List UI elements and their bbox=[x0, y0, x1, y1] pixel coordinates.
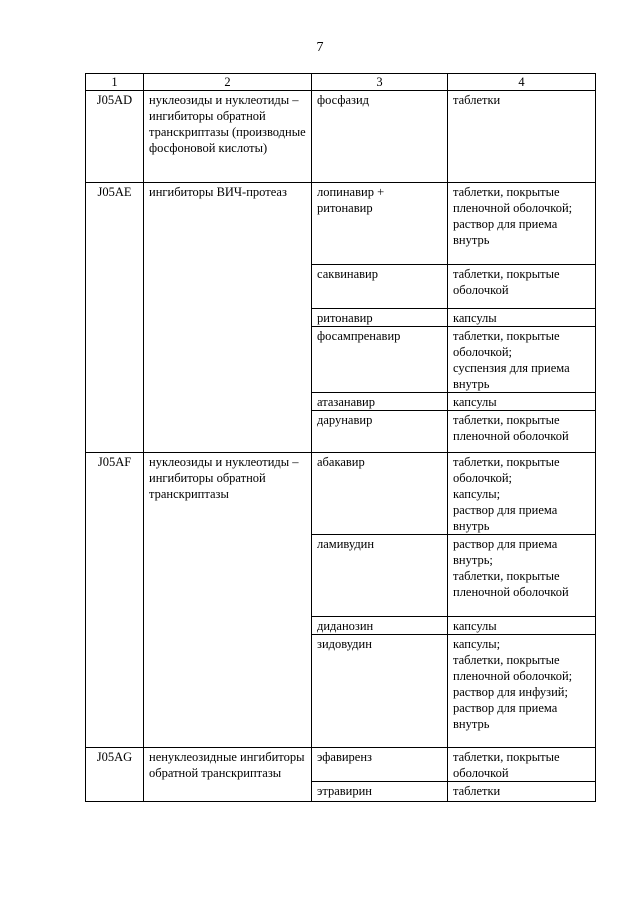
drug-table bbox=[85, 73, 596, 802]
drug-name-cell: абакавир bbox=[312, 453, 448, 535]
dosage-form: таблетки bbox=[453, 784, 501, 798]
drug-name-cell: лопинавир + ритонавир bbox=[312, 183, 448, 265]
dosage-forms-cell bbox=[448, 91, 596, 183]
header-row bbox=[86, 74, 596, 91]
column-header-4: 4 bbox=[448, 74, 596, 91]
drug-name-cell: атазанавир bbox=[312, 393, 448, 411]
dosage-form: капсулы bbox=[453, 619, 497, 633]
dosage-form: таблетки, покрытые пленочной оболочкой; bbox=[453, 653, 573, 683]
dosage-forms-cell bbox=[448, 635, 596, 748]
drug-name-cell: зидовудин bbox=[312, 635, 448, 748]
dosage-forms-cell bbox=[448, 327, 596, 393]
dosage-form: раствор для приема внутрь; bbox=[453, 537, 558, 567]
drug-group-cell: ингибиторы ВИЧ-протеаз bbox=[144, 183, 312, 453]
atc-code-cell: J05AG bbox=[86, 748, 144, 802]
atc-code-cell: J05AD bbox=[86, 91, 144, 183]
drug-name-cell: фосфазид bbox=[312, 91, 448, 183]
dosage-forms-cell bbox=[448, 183, 596, 265]
drug-name-cell: дарунавир bbox=[312, 411, 448, 453]
dosage-form: таблетки, покрытые оболочкой bbox=[453, 267, 560, 297]
drug-name-cell: фосампренавир bbox=[312, 327, 448, 393]
dosage-forms-cell bbox=[448, 309, 596, 327]
dosage-forms-cell bbox=[448, 782, 596, 802]
drug-name-cell: диданозин bbox=[312, 617, 448, 635]
drug-name-cell: эфавиренз bbox=[312, 748, 448, 782]
dosage-forms-cell bbox=[448, 411, 596, 453]
dosage-form: таблетки bbox=[453, 93, 501, 107]
dosage-form: таблетки, покрытые пленочной оболочкой; bbox=[453, 185, 573, 215]
drug-name-cell: этравирин bbox=[312, 782, 448, 802]
dosage-form: капсулы bbox=[453, 395, 497, 409]
drug-name-cell: ритонавир bbox=[312, 309, 448, 327]
dosage-forms-cell bbox=[448, 265, 596, 309]
table-row bbox=[86, 91, 596, 183]
column-header-3: 3 bbox=[312, 74, 448, 91]
atc-code-cell: J05AE bbox=[86, 183, 144, 453]
drug-name-cell: саквинавир bbox=[312, 265, 448, 309]
dosage-form: таблетки, покрытые оболочкой; bbox=[453, 455, 560, 485]
table-row bbox=[86, 183, 596, 265]
column-header-2: 2 bbox=[144, 74, 312, 91]
dosage-form: раствор для инфузий; bbox=[453, 685, 568, 699]
dosage-form: капсулы; bbox=[453, 487, 501, 501]
table-row bbox=[86, 748, 596, 782]
drug-group-cell: ненуклеозидные ингибиторы обратной транскриптазы bbox=[144, 748, 312, 802]
drug-group-cell: нуклеозиды и нуклеотиды – ингибиторы обратной транскриптазы (производные фосфоновой кислоты) bbox=[144, 91, 312, 183]
dosage-form: капсулы; bbox=[453, 637, 501, 651]
dosage-form: таблетки, покрытые оболочкой bbox=[453, 750, 560, 780]
dosage-forms-cell bbox=[448, 617, 596, 635]
dosage-forms-cell bbox=[448, 393, 596, 411]
drug-group-cell: нуклеозиды и нуклеотиды – ингибиторы обратной транскриптазы bbox=[144, 453, 312, 748]
dosage-form: таблетки, покрытые оболочкой; bbox=[453, 329, 560, 359]
table-body bbox=[86, 91, 596, 802]
column-header-1: 1 bbox=[86, 74, 144, 91]
dosage-forms-cell bbox=[448, 535, 596, 617]
dosage-forms-cell bbox=[448, 453, 596, 535]
dosage-form: суспензия для приема внутрь bbox=[453, 361, 570, 391]
drug-name-cell: ламивудин bbox=[312, 535, 448, 617]
table-row bbox=[86, 453, 596, 535]
page-number: 7 bbox=[316, 40, 324, 55]
dosage-forms-cell bbox=[448, 748, 596, 782]
dosage-form: раствор для приема внутрь bbox=[453, 503, 558, 533]
dosage-form: капсулы bbox=[453, 311, 497, 325]
dosage-form: раствор для приема внутрь bbox=[453, 217, 558, 247]
dosage-form: таблетки, покрытые пленочной оболочкой bbox=[453, 413, 569, 443]
dosage-form: раствор для приема внутрь bbox=[453, 701, 558, 731]
atc-code-cell: J05AF bbox=[86, 453, 144, 748]
dosage-form: таблетки, покрытые пленочной оболочкой bbox=[453, 569, 569, 599]
